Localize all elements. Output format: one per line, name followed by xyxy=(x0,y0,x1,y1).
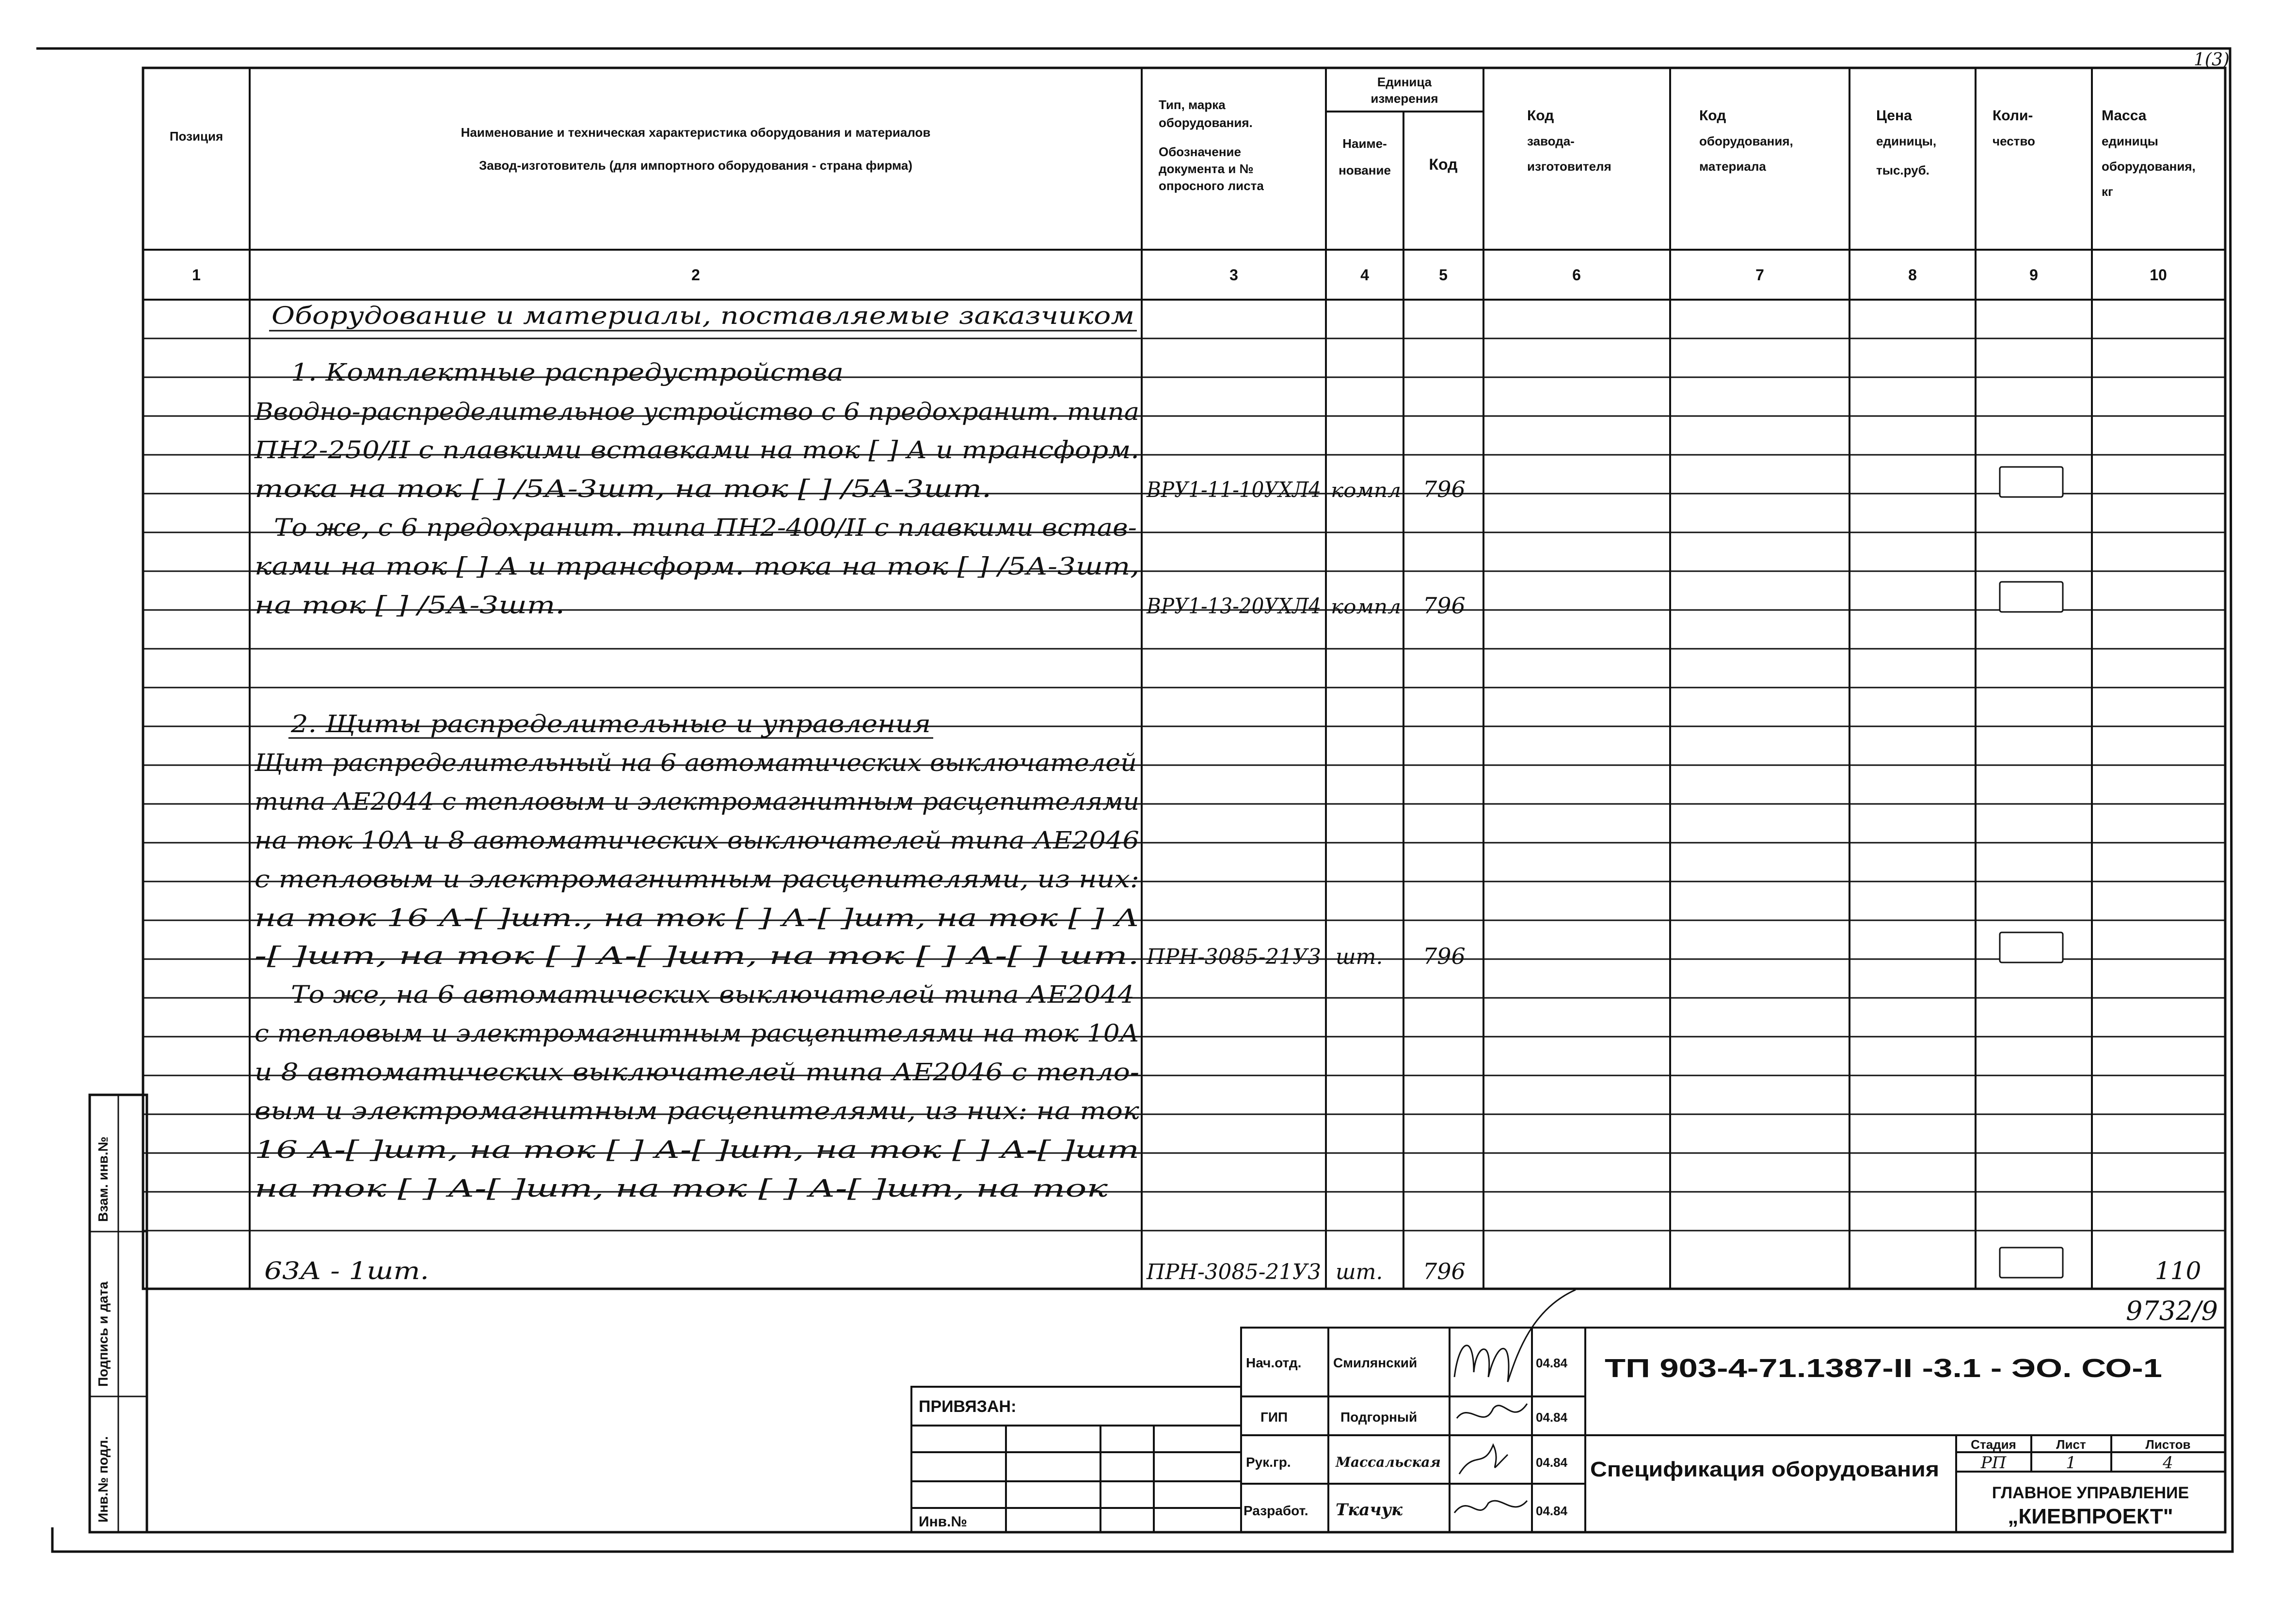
header-type-line1: Тип, марка xyxy=(1159,97,1226,112)
column-number: 1 xyxy=(192,266,201,284)
role-developer: Разработ. xyxy=(1244,1503,1308,1518)
sheets-label: Листов xyxy=(2145,1437,2191,1452)
unit-code: 796 xyxy=(1423,476,1466,502)
column-number: 9 xyxy=(2029,266,2038,284)
equipment-type: ВРУ1-13-20УХЛ4 xyxy=(1146,594,1321,619)
organization-line2: „КИЕВПРОЕКТ" xyxy=(2008,1505,2173,1528)
corner-sheet-mark: 1(3) xyxy=(2194,50,2230,70)
bottom-area-frame xyxy=(147,1289,2225,1532)
header-unit-name-line1: Наиме- xyxy=(1342,136,1387,151)
signature-chief-engineer xyxy=(1457,1404,1527,1418)
date: 04.84 xyxy=(1536,1455,1568,1470)
header-price-line1: Цена xyxy=(1876,108,1912,124)
unit-code: 796 xyxy=(1423,943,1466,969)
column-number: 10 xyxy=(2150,266,2167,284)
unit-mass: 110 xyxy=(2155,1257,2201,1285)
role-chief-engineer: ГИП xyxy=(1260,1410,1288,1425)
signature-developer xyxy=(1454,1501,1527,1513)
header-quantity-line2: чество xyxy=(1993,134,2035,148)
side-stamp-inventory: Инв.№ подл. xyxy=(96,1436,111,1523)
header-unit-line2: измерения xyxy=(1371,91,1438,106)
column-number: 2 xyxy=(691,266,700,284)
header-position: Позиция xyxy=(169,129,223,144)
spec-line: с тепловым и электромагнитным расцепителями, из них: xyxy=(255,865,1139,893)
column-number: 3 xyxy=(1229,266,1238,284)
header-quantity-line1: Коли- xyxy=(1993,108,2033,124)
sheet-label: Лист xyxy=(2056,1437,2086,1452)
header-name-line1: Наименование и техническая характеристика оборудования и материалов xyxy=(461,125,931,140)
equipment-type: ПРН-3085-21У3 xyxy=(1146,1260,1321,1284)
binding-title: ПРИВЯЗАН: xyxy=(919,1397,1017,1416)
header-unit-name-line2: нование xyxy=(1339,163,1391,177)
header-equipment-code-line1: Код xyxy=(1699,108,1726,124)
spec-line: на ток [ ] /5А-3шт. xyxy=(255,591,565,619)
sheet-value: 1 xyxy=(2066,1453,2076,1473)
header-factory-code-line2: завода- xyxy=(1527,134,1575,148)
stage-value: РП xyxy=(1980,1453,2007,1473)
name-dept-head: Смилянский xyxy=(1333,1355,1418,1370)
date: 04.84 xyxy=(1536,1356,1568,1370)
organization-line1: ГЛАВНОЕ УПРАВЛЕНИЕ xyxy=(1992,1484,2189,1502)
subsection-title: 1. Комплектные распредустройства xyxy=(291,358,844,386)
header-mass-line2: единицы xyxy=(2102,134,2158,148)
unit-name: шт. xyxy=(1336,945,1383,969)
spec-line: с тепловым и электромагнитным расцепителями на ток 10А xyxy=(255,1019,1139,1047)
date: 04.84 xyxy=(1536,1504,1568,1518)
spec-line: 63А - 1шт. xyxy=(264,1257,429,1285)
quantity-box xyxy=(2000,582,2063,612)
quantity-box xyxy=(2000,932,2063,962)
side-stamp-signature: Подпись и дата xyxy=(96,1282,111,1387)
unit-name: шт. xyxy=(1336,1260,1383,1284)
role-group-lead: Рук.гр. xyxy=(1246,1455,1291,1470)
document-code: ТП 903-4-71.1387-II -3.1 - ЭО. СО-1 xyxy=(1605,1354,2162,1383)
spec-line: на ток 10А и 8 автоматических выключателей типа АЕ2046 xyxy=(255,826,1139,854)
unit-code: 796 xyxy=(1423,593,1466,619)
header-mass-line1: Масса xyxy=(2102,108,2147,124)
header-price-line3: тыс.руб. xyxy=(1876,163,1929,177)
unit-name: компл xyxy=(1331,480,1401,502)
spec-line: ками на ток [ ] А и трансформ. тока на ток [ ] /5А-3шт, xyxy=(255,552,1139,580)
header-unit-line1: Единица xyxy=(1377,75,1432,89)
column-number: 8 xyxy=(1908,266,1917,284)
side-stamp-replacement: Взам. инв.№ xyxy=(96,1137,111,1222)
spec-line: То же, с 6 предохранит. типа ПН2-400/II с плавкими встав- xyxy=(274,513,1137,542)
header-type-line5: опросного листа xyxy=(1159,178,1264,193)
quantity-box xyxy=(2000,1248,2063,1278)
header-equipment-code-line2: оборудования, xyxy=(1699,134,1793,148)
column-number: 6 xyxy=(1572,266,1581,284)
spec-line: типа АЕ2044 с тепловым и электромагнитным расцепителями xyxy=(255,787,1139,816)
binding-inventory: Инв.№ xyxy=(919,1514,967,1530)
equipment-type: ВРУ1-11-10УХЛ4 xyxy=(1146,478,1321,502)
spec-line: Щит распределительный на 6 автоматических выключателей xyxy=(254,749,1137,777)
stage-label: Стадия xyxy=(1971,1437,2016,1452)
spec-line: То же, на 6 автоматических выключателей типа АЕ2044 xyxy=(291,980,1134,1009)
spec-line: и 8 автоматических выключателей типа АЕ2046 с тепло- xyxy=(255,1058,1139,1086)
header-type-line2: оборудования. xyxy=(1159,115,1253,130)
name-developer: Ткачук xyxy=(1336,1500,1403,1520)
column-number: 7 xyxy=(1755,266,1764,284)
column-number: 5 xyxy=(1439,266,1448,284)
role-dept-head: Нач.отд. xyxy=(1246,1355,1302,1370)
unit-name: компл xyxy=(1331,596,1401,618)
spec-line: -[ ]шт, на ток [ ] А-[ ]шт, на ток [ ] А-[ ] шт. xyxy=(255,942,1139,970)
header-type-line3: Обозначение xyxy=(1159,144,1241,159)
spec-line: ПН2-250/II с плавкими вставками на ток [ ] А и трансформ. xyxy=(254,436,1139,464)
header-factory-code-line1: Код xyxy=(1527,108,1554,124)
spec-line: 16 А-[ ]шт, на ток [ ] А-[ ]шт, на ток [ ] А-[ ]шт xyxy=(255,1136,1139,1164)
unit-code: 796 xyxy=(1423,1258,1466,1284)
header-factory-code-line3: изготовителя xyxy=(1527,159,1611,174)
equipment-type: ПРН-3085-21У3 xyxy=(1146,945,1321,969)
header-mass-line3: оборудования, xyxy=(2102,159,2196,174)
header-equipment-code-line3: материала xyxy=(1699,159,1766,174)
subsection-title: 2. Щиты распределительные и управления xyxy=(290,710,931,738)
header-unit-code: Код xyxy=(1429,156,1458,173)
name-group-lead: Массальская xyxy=(1336,1454,1441,1470)
header-price-line2: единицы, xyxy=(1876,134,1937,148)
name-chief-engineer: Подгорный xyxy=(1340,1410,1418,1425)
date: 04.84 xyxy=(1536,1410,1568,1425)
document-title: Спецификация оборудования xyxy=(1590,1458,1939,1481)
signature-group-lead xyxy=(1459,1445,1508,1474)
header-type-line4: документа и № xyxy=(1159,161,1254,176)
column-number: 4 xyxy=(1360,266,1369,284)
sheet-number: 9732/9 xyxy=(2126,1296,2218,1326)
quantity-box xyxy=(2000,467,2063,497)
spec-line: Вводно-распределительное устройство с 6 предохранит. типа xyxy=(254,398,1139,426)
header-name-line2: Завод-изготовитель (для импортного оборудования - страна фирма) xyxy=(478,158,913,173)
sheets-value: 4 xyxy=(2163,1453,2173,1473)
section-title: Оборудование и материалы, поставляемые заказчиком xyxy=(271,302,1134,330)
header-mass-line4: кг xyxy=(2102,184,2113,199)
spec-line: тока на ток [ ] /5А-3шт, на ток [ ] /5А-3шт. xyxy=(255,475,991,503)
spec-line: на ток [ ] А-[ ]шт, на ток [ ] А-[ ]шт, на ток xyxy=(255,1174,1108,1202)
spec-line: вым и электромагнитным расцепителями, из них: на ток xyxy=(255,1097,1140,1125)
spec-line: на ток 16 А-[ ]шт., на ток [ ] А-[ ]шт, на ток [ ] А xyxy=(255,904,1139,932)
